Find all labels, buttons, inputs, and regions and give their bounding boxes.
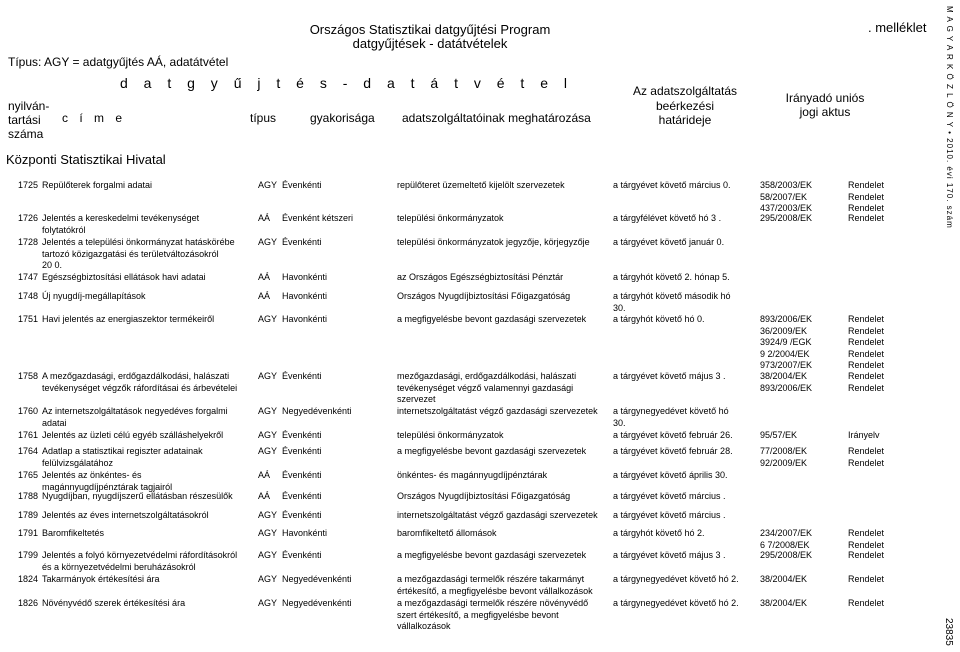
row-supplier: települési önkormányzatok jegyzője, körjegyzője — [397, 237, 590, 247]
row-number: 1824 — [18, 574, 39, 584]
row-deadline: a tárgyévet követő március 0. — [613, 180, 731, 190]
row-legal-act-kind: Rendelet — [848, 203, 885, 213]
row-supplier: tevékenységet végző valamennyi gazdasági — [397, 382, 574, 393]
row-type: AGY — [258, 598, 278, 608]
row-frequency: Évenkénti — [282, 237, 322, 247]
row-legal-act-kind: Rendelet — [848, 446, 885, 456]
row-number: 1765 — [18, 470, 39, 480]
row-frequency: Havonkénti — [282, 314, 328, 324]
row-title: Adatlap a statisztikai regiszter adatainak — [42, 446, 203, 456]
type-label: Típus: — [8, 55, 42, 69]
row-number: 1758 — [18, 371, 39, 381]
row-frequency: Havonkénti — [282, 528, 328, 538]
row-title: Repülőterek forgalmi adatai — [42, 180, 153, 190]
row-supplier: a megfigyelésbe bevont gazdasági szervezetek — [397, 314, 587, 324]
row-deadline: a tárgynegyedévet követő hó 2. — [613, 574, 739, 584]
row-number: 1760 — [18, 406, 39, 416]
row-deadline: a tárgyhót követő hó 0. — [613, 314, 705, 324]
row-number: 1751 — [18, 314, 39, 324]
row-title: 20 0. — [42, 260, 63, 270]
row-legal-act: 6 7/2008/EK — [760, 539, 810, 550]
row-deadline: a tárgyhót követő második hó — [613, 291, 731, 301]
row-supplier: települési önkormányzatok — [397, 430, 504, 440]
column-group-title: d a t g y ű j t é s - d a t á t v é t e l — [120, 75, 573, 91]
row-deadline: a tárgyévet követő február 26. — [613, 430, 733, 440]
row-number: 1826 — [18, 598, 39, 608]
row-title: Takarmányok értékesítési ára — [42, 574, 160, 584]
row-type: AGY — [258, 528, 278, 538]
row-legal-act: 77/2008/EK — [760, 446, 808, 456]
row-title: tartozó közigazgatási és területváltozásokról — [42, 248, 219, 259]
header-nyilv-3: száma — [8, 127, 44, 141]
row-legal-act-kind: Rendelet — [848, 314, 885, 324]
row-legal-act-kind: Rendelet — [848, 550, 885, 560]
row-supplier: Országos Nyugdíjbiztosítási Főigazgatóság — [397, 291, 571, 301]
row-title: Növényvédő szerek értékesítési ára — [42, 598, 186, 608]
row-title: magánnyugdíjpénztárak tagjairól — [42, 481, 173, 492]
row-supplier: a megfigyelésbe bevont gazdasági szervezetek — [397, 446, 587, 456]
row-number: 1726 — [18, 213, 39, 223]
journal-sidebar — [938, 0, 960, 652]
row-type: AGY — [258, 237, 278, 247]
program-subtitle: datgyűjtések - datátvételek — [352, 36, 508, 51]
row-number: 1788 — [18, 491, 39, 501]
annex-label: . melléklet — [868, 20, 927, 35]
row-supplier: a mezőgazdasági termelők részére növényvédő — [397, 598, 589, 608]
row-title: Baromfikeltetés — [42, 528, 105, 538]
row-type: AÁ — [258, 291, 271, 301]
row-title: felülvizsgálatához — [42, 457, 114, 468]
row-legal-act: 95/57/EK — [760, 430, 798, 440]
header-jogi-1: Irányadó uniós — [785, 91, 865, 105]
row-legal-act: 973/2007/EK — [760, 360, 813, 370]
row-type: AGY — [258, 446, 278, 456]
row-type: AGY — [258, 314, 278, 324]
row-number: 1725 — [18, 180, 39, 190]
row-number: 1761 — [18, 430, 39, 440]
row-deadline: a tárgyévet követő május 3 . — [613, 371, 726, 381]
row-legal-act: 295/2008/EK — [760, 213, 813, 223]
header-nyilv-2: tartási — [8, 113, 41, 127]
row-number: 1799 — [18, 550, 39, 560]
row-title: Jelentés az önkéntes- és — [42, 470, 142, 480]
row-deadline: a tárgynegyedévet követő hó — [613, 406, 729, 416]
row-number: 1747 — [18, 272, 39, 282]
header-jogi-2: jogi aktus — [799, 105, 851, 119]
row-number: 1764 — [18, 446, 39, 456]
row-supplier: internetszolgáltatást végző gazdasági szervezetek — [397, 510, 598, 520]
row-legal-act-kind: Rendelet — [848, 528, 885, 538]
row-legal-act: 38/2004/EK — [760, 371, 808, 381]
journal-running-head: M A G Y A R K Ö Z L Ö N Y • 2010. évi 170. szám — [945, 6, 954, 229]
row-type: AGY — [258, 406, 278, 416]
header-hatarido-3: határideje — [658, 113, 712, 127]
section-title: Központi Statisztikai Hivatal — [6, 152, 166, 167]
row-deadline: a tárgyévet követő május 3 . — [613, 550, 726, 560]
row-title: A mezőgazdasági, erdőgazdálkodási, halászati — [42, 371, 230, 381]
row-number: 1789 — [18, 510, 39, 520]
row-frequency: Negyedévenkénti — [282, 574, 352, 584]
header-meghatarozas: adatszolgáltatóinak meghatározása — [402, 111, 591, 125]
row-frequency: Évenkénti — [282, 180, 322, 190]
row-legal-act: 234/2007/EK — [760, 528, 813, 538]
row-supplier: önkéntes- és magánnyugdíjpénztárak — [397, 470, 548, 480]
row-supplier: mezőgazdasági, erdőgazdálkodási, halászati — [397, 371, 577, 381]
row-supplier: szervezet — [397, 394, 436, 404]
row-type: AÁ — [258, 272, 271, 282]
row-deadline: a tárgyhót követő 2. hónap 5. — [613, 272, 730, 282]
row-number: 1791 — [18, 528, 39, 538]
row-legal-act: 437/2003/EK — [760, 203, 813, 213]
row-type: AÁ — [258, 213, 271, 223]
header-hatarido-2: beérkezési — [655, 99, 715, 113]
row-type: AGY — [258, 180, 278, 190]
row-legal-act-kind: Rendelet — [848, 382, 885, 393]
row-legal-act: 92/2009/EK — [760, 457, 808, 468]
header-nyilv-1: nyilván- — [8, 99, 50, 113]
row-legal-act-kind: Rendelet — [848, 371, 885, 381]
row-frequency: Évenkénti — [282, 470, 322, 480]
row-title: folytatókról — [42, 224, 86, 235]
header-gyakorisag: gyakorisága — [310, 111, 375, 125]
row-legal-act-kind: Irányelv — [848, 430, 880, 440]
row-title: Nyugdíjban, nyugdíjszerű ellátásban részesülők — [42, 491, 233, 501]
row-frequency: Negyedévenkénti — [282, 598, 352, 608]
row-supplier: szert értékesítő, a megfigyelésbe bevont — [397, 609, 559, 620]
row-supplier: internetszolgáltatást végző gazdasági szervezetek — [397, 406, 598, 416]
row-legal-act-kind: Rendelet — [848, 539, 885, 550]
header-hatarido-1: Az adatszolgáltatás — [632, 84, 738, 98]
row-supplier: repülőteret üzemeltető kijelölt szervezetek — [397, 180, 565, 190]
row-legal-act: 295/2008/EK — [760, 550, 813, 560]
row-legal-act-kind: Rendelet — [848, 325, 885, 336]
program-title: Országos Statisztikai datgyűjtési Program — [309, 22, 551, 37]
row-supplier: baromfikeltető állomások — [397, 528, 497, 538]
row-title: Az internetszolgáltatások negyedéves forgalmi — [42, 406, 228, 416]
row-legal-act-kind: Rendelet — [848, 574, 885, 584]
row-supplier: az Országos Egészségbiztosítási Pénztár — [397, 272, 564, 282]
row-type: AGY — [258, 371, 278, 381]
row-number: 1728 — [18, 237, 39, 247]
row-frequency: Negyedévenkénti — [282, 406, 352, 416]
row-frequency: Havonkénti — [282, 272, 328, 282]
row-legal-act-kind: Rendelet — [848, 598, 885, 608]
row-title: Jelentés az éves internetszolgáltatásokról — [42, 510, 209, 520]
row-legal-act: 36/2009/EK — [760, 325, 808, 336]
row-deadline: a tárgynegyedévet követő hó 2. — [613, 598, 739, 608]
row-legal-act-kind: Rendelet — [848, 348, 885, 359]
row-deadline: a tárgyévet követő február 28. — [613, 446, 733, 456]
row-supplier: vállalkozások — [397, 621, 451, 631]
row-legal-act: 9 2/2004/EK — [760, 348, 810, 359]
row-title: adatai — [42, 417, 67, 428]
row-frequency: Évenkénti — [282, 371, 322, 381]
row-legal-act: 893/2006/EK — [760, 314, 813, 324]
row-legal-act-kind: Rendelet — [848, 457, 885, 468]
row-legal-act-kind: Rendelet — [848, 191, 885, 202]
row-supplier: értékesítő, a megfigyelésbe bevont vállalkozások — [397, 585, 593, 596]
row-type: AGY — [258, 574, 278, 584]
row-title: Egészségbiztosítási ellátások havi adatai — [42, 272, 206, 282]
row-deadline: a tárgyévet követő január 0. — [613, 237, 725, 247]
row-deadline: a tárgyfélévet követő hó 3 . — [613, 213, 722, 223]
row-title: Új nyugdíj-megállapítások — [42, 291, 146, 301]
type-legend: AGY = adatgyűjtés AÁ, adatátvétel — [44, 55, 229, 69]
row-frequency: Havonkénti — [282, 291, 328, 301]
row-frequency: Évenkénti — [282, 446, 322, 456]
row-title: Havi jelentés az energiaszektor termékeiről — [42, 314, 215, 324]
row-frequency: Évenként kétszeri — [282, 213, 354, 223]
row-legal-act: 38/2004/EK — [760, 574, 808, 584]
row-deadline: a tárgyhót követő hó 2. — [613, 528, 705, 538]
header-tipus: típus — [250, 111, 277, 125]
row-deadline: a tárgyévet követő március . — [613, 491, 726, 501]
row-legal-act: 58/2007/EK — [760, 191, 808, 202]
row-frequency: Évenkénti — [282, 491, 322, 501]
row-legal-act-kind: Rendelet — [848, 213, 885, 223]
row-type: AGY — [258, 510, 278, 520]
row-deadline: 30. — [613, 302, 626, 313]
header-cime: c í m e — [62, 111, 127, 125]
row-supplier: Országos Nyugdíjbiztosítási Főigazgatóság — [397, 491, 571, 501]
row-legal-act-kind: Rendelet — [848, 360, 885, 370]
row-title: Jelentés a kereskedelmi tevékenységet — [42, 213, 200, 223]
row-legal-act-kind: Rendelet — [848, 337, 885, 347]
row-legal-act: 38/2004/EK — [760, 598, 808, 608]
row-supplier: a megfigyelésbe bevont gazdasági szervezetek — [397, 550, 587, 560]
row-legal-act: 3924/9 /EGK — [760, 337, 812, 347]
row-legal-act: 358/2003/EK — [760, 180, 813, 190]
row-title: Jelentés a folyó környezetvédelmi ráfordításokról — [42, 550, 238, 560]
page-number: 23835 — [943, 618, 954, 646]
row-frequency: Évenkénti — [282, 510, 322, 520]
row-deadline: a tárgyévet követő március . — [613, 510, 726, 520]
row-type: AÁ — [258, 470, 271, 480]
row-title: Jelentés az üzleti célú egyéb szálláshelyekről — [42, 430, 224, 440]
row-type: AGY — [258, 550, 278, 560]
row-title: és a környezetvédelmi beruházásokról — [42, 561, 196, 572]
row-type: AÁ — [258, 491, 271, 501]
row-legal-act: 893/2006/EK — [760, 382, 813, 393]
row-deadline: a tárgyévet követő április 30. — [613, 470, 728, 480]
row-frequency: Évenkénti — [282, 550, 322, 560]
row-type: AGY — [258, 430, 278, 440]
row-title: tevékenységet végzők ráfordításai és árbevételei — [42, 382, 238, 393]
row-number: 1748 — [18, 291, 39, 301]
row-supplier: a mezőgazdasági termelők részére takarmányt — [397, 574, 585, 584]
row-legal-act-kind: Rendelet — [848, 180, 885, 190]
row-deadline: 30. — [613, 417, 626, 428]
row-title: Jelentés a települési önkormányzat hatáskörébe — [42, 237, 235, 247]
row-frequency: Évenkénti — [282, 430, 322, 440]
row-supplier: települési önkormányzatok — [397, 213, 504, 223]
